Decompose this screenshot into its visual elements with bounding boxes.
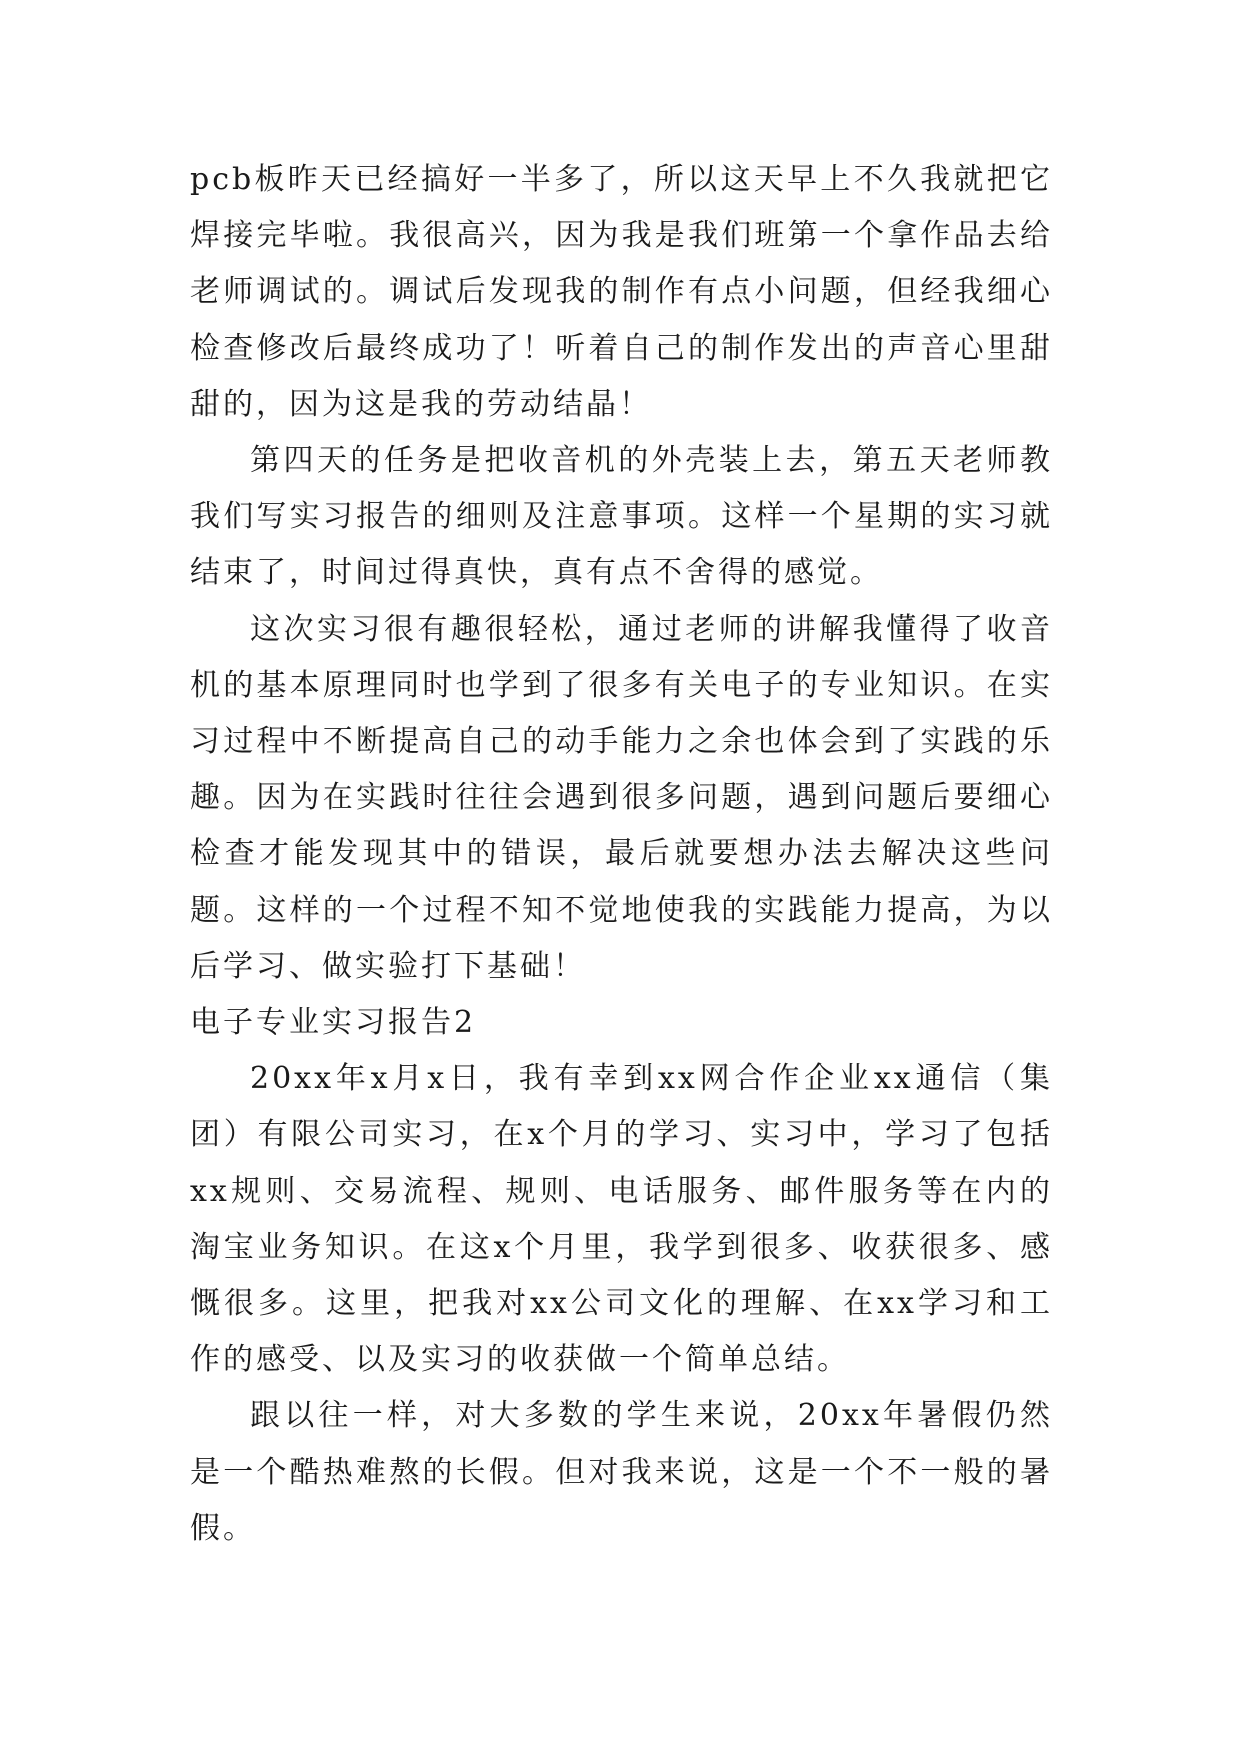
section-heading-report-2: 电子专业实习报告2: [190, 1005, 477, 1041]
document-body: [190, 152, 1053, 1557]
paragraph-pcb-soldering: pcb板昨天已经搞好一半多了，所以这天早上不久我就把它焊接完毕啦。我很高兴，因为我是我们班第一个拿作品去给老师调试的。调试后发现我的制作有点小问题，但经我细心检查修改后最终成功了！听着自己的制作发出的声音心里甜甜的，因为这是我的劳动结晶！: [190, 162, 1053, 422]
paragraph-company-internship: 20xx年x月x日，我有幸到xx网合作企业xx通信（集团）有限公司实习，在x个月的学习、实习中，学习了包括xx规则、交易流程、规则、电话服务、邮件服务等在内的淘宝业务知识。在这x个月里，我学到很多、收获很多、感慨很多。这里，把我对xx公司文化的理解、在xx学习和工作的感受、以及实习的收获做一个简单总结。: [190, 1061, 1053, 1378]
paragraph-summer-vacation: 跟以往一样，对大多数的学生来说，20xx年暑假仍然是一个酷热难熬的长假。但对我来说，这是一个不一般的暑假。: [190, 1398, 1053, 1546]
paragraph-internship-reflection: 这次实习很有趣很轻松，通过老师的讲解我懂得了收音机的基本原理同时也学到了很多有关电子的专业知识。在实习过程中不断提高自己的动手能力之余也体会到了实践的乐趣。因为在实践时往往会遇到很多问题，遇到问题后要细心检查才能发现其中的错误，最后就要想办法去解决这些问题。这样的一个过程不知不觉地使我的实践能力提高，为以后学习、做实验打下基础！: [190, 611, 1053, 984]
paragraph-day-four-five: 第四天的任务是把收音机的外壳装上去，第五天老师教我们写实习报告的细则及注意事项。这样一个星期的实习就结束了，时间过得真快，真有点不舍得的感觉。: [190, 443, 1053, 591]
